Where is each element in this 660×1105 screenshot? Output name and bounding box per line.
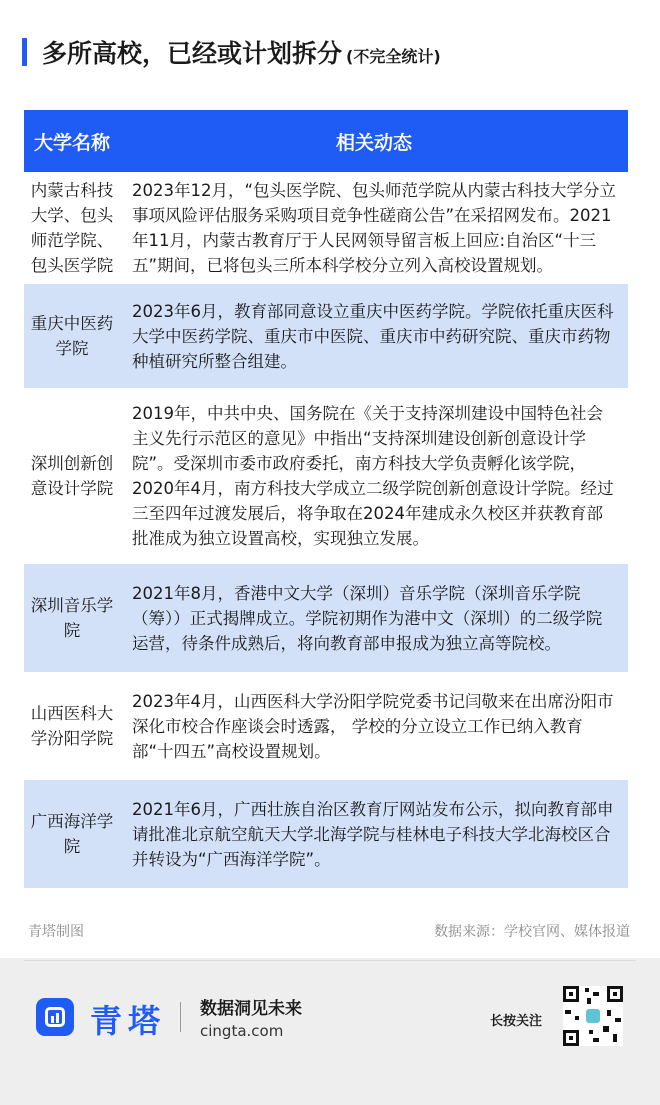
brand-website-link[interactable]: cingta.com xyxy=(200,1022,284,1040)
follow-prompt: 长按关注 xyxy=(490,1014,543,1029)
table-row xyxy=(24,388,628,564)
column-header-university: 大学名称 xyxy=(24,110,120,172)
university-split-table xyxy=(24,110,628,888)
table-row xyxy=(24,564,628,672)
brand-name: 青塔 xyxy=(90,1002,167,1040)
table-row xyxy=(24,284,628,388)
title-subtitle: (不完全统计) xyxy=(346,47,441,66)
table-row xyxy=(24,672,628,780)
qr-finder xyxy=(607,986,623,1002)
brand-separator xyxy=(180,1002,181,1032)
qr-module xyxy=(593,1038,599,1042)
qr-code-icon[interactable] xyxy=(563,986,623,1046)
qr-module xyxy=(589,1030,593,1034)
qr-finder xyxy=(563,1030,579,1046)
table-row xyxy=(24,780,628,888)
logo-frame-icon xyxy=(45,1007,65,1027)
qr-module xyxy=(613,1034,617,1042)
university-news: 2023年6月，教育部同意设立重庆中医药学院。学院依托重庆医科大学中医药学院、重庆市中医院、重庆市中药研究院、重庆市药物种植研究所整合组建。 xyxy=(120,284,628,388)
university-name: 重庆中医药学院 xyxy=(24,284,120,388)
data-source: 数据来源：学校官网、媒体报道 xyxy=(434,924,630,940)
title-accent-bar xyxy=(22,38,27,66)
cingta-logo-icon[interactable] xyxy=(36,998,74,1036)
logo-bar-icon xyxy=(56,1013,59,1023)
university-news: 2023年4月，山西医科大学汾阳学院党委书记闫敬来在出席汾阳市深化市校合作座谈会时透露， 学校的分立设立工作已纳入教育部“十四五”高校设置规划。 xyxy=(120,672,628,780)
qr-module xyxy=(575,1016,579,1020)
column-header-news: 相关动态 xyxy=(120,110,628,172)
footer-divider xyxy=(24,960,636,961)
qr-finder xyxy=(563,986,579,1002)
university-name: 山西医科大学汾阳学院 xyxy=(24,672,120,780)
qr-module xyxy=(615,1018,621,1022)
university-name: 内蒙古科技大学、包头师范学院、包头医学院 xyxy=(24,172,120,284)
university-name: 深圳音乐学院 xyxy=(24,564,120,672)
title-text: 多所高校，已经或计划拆分 xyxy=(42,39,343,68)
university-news: 2021年8月，香港中文大学（深圳）音乐学院（深圳音乐学院（筹））正式揭牌成立。学院初期作为港中文（深圳）的二级学院运营，待条件成熟后，将向教育部申报成为独立高等院校。 xyxy=(120,564,628,672)
brand-slogan: 数据洞见未来 xyxy=(200,999,302,1019)
table-row xyxy=(24,172,628,284)
university-news: 2021年6月，广西壮族自治区教育厅网站发布公示，拟向教育部申请批准北京航空航天大学北海学院与桂林电子科技大学北海校区合并转设为“广西海洋学院”。 xyxy=(120,780,628,888)
university-news: 2023年12月，“包头医学院、包头师范学院从内蒙古科技大学分立事项风险评估服务采购项目竞争性磋商公告”在采招网发布。2021年11月，内蒙古教育厅于人民网领导留言板上回应:自治区“十三五”期间，已将包头三所本科学校分立列入高校设置规划。 xyxy=(120,172,628,284)
logo-bar-icon xyxy=(51,1016,54,1023)
university-name: 深圳创新创意设计学院 xyxy=(24,388,120,564)
qr-module xyxy=(593,992,599,996)
table-header-row xyxy=(24,110,628,172)
qr-module xyxy=(565,1010,571,1014)
university-news: 2019年，中共中央、国务院在《关于支持深圳建设中国特色社会主义先行示范区的意见》中指出“支持深圳建设创新创意设计学院”。受深圳市委市政府委托，南方科技大学负责孵化该学院，2020年4月，南方科技大学成立二级学院创新创意设计学院。经过三至四年过渡发展后，将争取在2024年建成永久校区并获教育部批准成为独立设置高校，实现独立发展。 xyxy=(120,388,628,564)
qr-module xyxy=(585,988,589,992)
qr-module xyxy=(607,1010,611,1016)
university-name: 广西海洋学院 xyxy=(24,780,120,888)
page-title xyxy=(42,34,441,70)
qr-center-logo-icon xyxy=(586,1009,600,1023)
chart-credit: 青塔制图 xyxy=(28,924,84,940)
qr-module xyxy=(587,998,591,1004)
qr-module xyxy=(603,1026,609,1032)
